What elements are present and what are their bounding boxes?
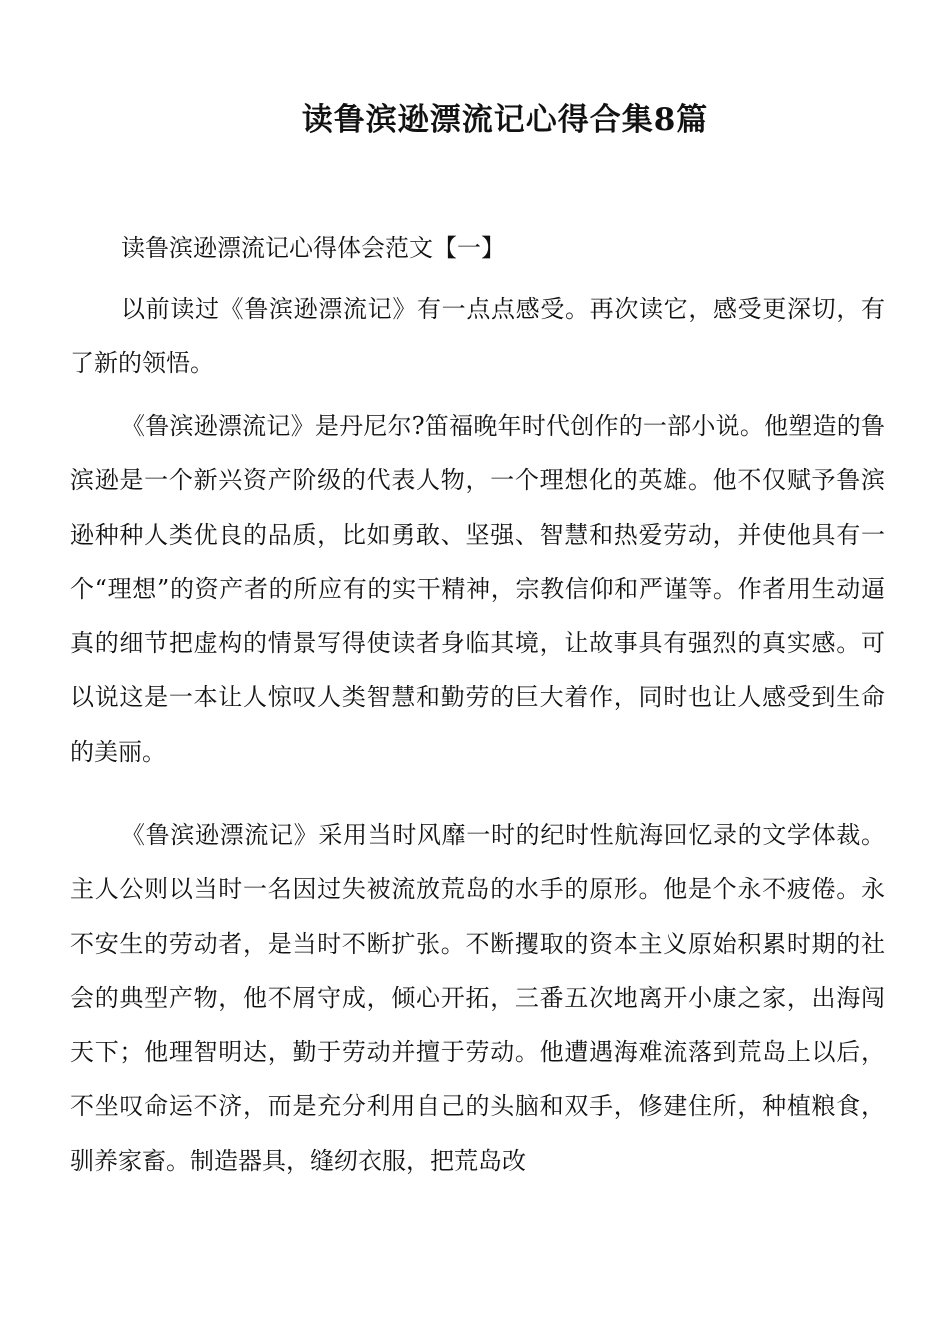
section-heading: 读鲁滨逊漂流记心得体会范文【一】	[121, 234, 505, 262]
paragraph-3: 《鲁滨逊漂流记》采用当时风靡一时的纪时性航海回忆录的文学体裁。主人公则以当时一名因过失被流放荒岛的水手的原形。他是个永不疲倦。永不安生的劳动者，是当时不断扩张。不断攫取的资本主义原始积累时期的社会的典型产物，他不屑守成，倾心开拓，三番五次地离开小康之家，出海闯天下；他理智明达，勤于劳动并擅于劳动。他遭遇海难流落到荒岛上以后，不坐叹命运不济，而是充分利用自己的头脑和双手，修建住所，种植粮食，驯养家畜。制造器具，缝纫衣服，把荒岛改	[70, 821, 885, 1175]
document-title: 读鲁滨逊漂流记心得合集8篇	[301, 102, 709, 138]
paragraph-1: 以前读过《鲁滨逊漂流记》有一点点感受。再次读它，感受更深切，有了新的领悟。	[70, 295, 885, 378]
paragraph-2: 《鲁滨逊漂流记》是丹尼尔?笛福晚年时代创作的一部小说。他塑造的鲁滨逊是一个新兴资产阶级的代表人物，一个理想化的英雄。他不仅赋予鲁滨逊种种人类优良的品质，比如勇敢、坚强、智慧和热爱劳动，并使他具有一个“理想”的资产者的所应有的实干精神，宗教信仰和严谨等。作者用生动逼真的细节把虚构的情景写得使读者身临其境，让故事具有强烈的真实感。可以说这是一本让人惊叹人类智慧和勤劳的巨大着作，同时也让人感受到生命的美丽。	[70, 412, 885, 766]
